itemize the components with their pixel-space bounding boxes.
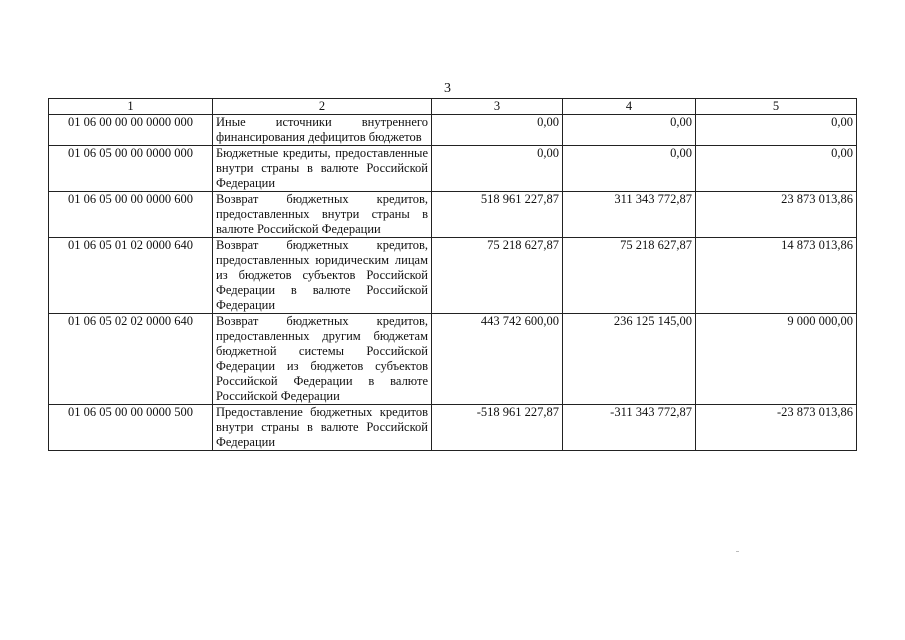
source-name: Возврат бюджетных кредитов, предоставленных юридическим лицам из бюджетов субъектов Российской Федерации в валюте Российской Федерации [213,238,432,314]
amount-col5: 23 873 013,86 [696,192,857,238]
column-header-4: 4 [563,99,696,115]
classification-code: 01 06 00 00 00 0000 000 [49,115,213,146]
source-name: Иные источники внутреннего финансирования дефицитов бюджетов [213,115,432,146]
amount-col5: 14 873 013,86 [696,238,857,314]
source-name: Возврат бюджетных кредитов, предоставленных внутри страны в валюте Российской Федерации [213,192,432,238]
classification-code: 01 06 05 00 00 0000 000 [49,146,213,192]
column-header-2: 2 [213,99,432,115]
scan-speck [736,551,739,552]
amount-col5: 0,00 [696,115,857,146]
column-header-3: 3 [432,99,563,115]
column-header-5: 5 [696,99,857,115]
amount-col5: 9 000 000,00 [696,314,857,405]
amount-col4: 0,00 [563,115,696,146]
table-row [49,192,857,238]
amount-col4: 0,00 [563,146,696,192]
source-name: Предоставление бюджетных кредитов внутри страны в валюте Российской Федерации [213,405,432,451]
page-number: 3 [444,81,451,96]
amount-col4: 75 218 627,87 [563,238,696,314]
table-header [49,99,857,115]
column-header-1: 1 [49,99,213,115]
classification-code: 01 06 05 00 00 0000 600 [49,192,213,238]
classification-code: 01 06 05 02 02 0000 640 [49,314,213,405]
amount-col3: 443 742 600,00 [432,314,563,405]
table-row [49,146,857,192]
amount-col3: -518 961 227,87 [432,405,563,451]
amount-col5: 0,00 [696,146,857,192]
amount-col5: -23 873 013,86 [696,405,857,451]
classification-code: 01 06 05 01 02 0000 640 [49,238,213,314]
amount-col4: -311 343 772,87 [563,405,696,451]
amount-col3: 518 961 227,87 [432,192,563,238]
classification-code: 01 06 05 00 00 0000 500 [49,405,213,451]
amount-col4: 311 343 772,87 [563,192,696,238]
source-name: Бюджетные кредиты, предоставленные внутри страны в валюте Российской Федерации [213,146,432,192]
amount-col4: 236 125 145,00 [563,314,696,405]
budget-sources-table [48,98,857,451]
amount-col3: 0,00 [432,146,563,192]
amount-col3: 0,00 [432,115,563,146]
table-row [49,405,857,451]
table-row [49,314,857,405]
amount-col3: 75 218 627,87 [432,238,563,314]
table-row [49,238,857,314]
source-name: Возврат бюджетных кредитов, предоставленных другим бюджетам бюджетной системы Российской Федерации из бюджетов субъектов Российской Федерации в валюте Российской Федерации [213,314,432,405]
table-row [49,115,857,146]
table-body [49,115,857,451]
header-row [49,99,857,115]
